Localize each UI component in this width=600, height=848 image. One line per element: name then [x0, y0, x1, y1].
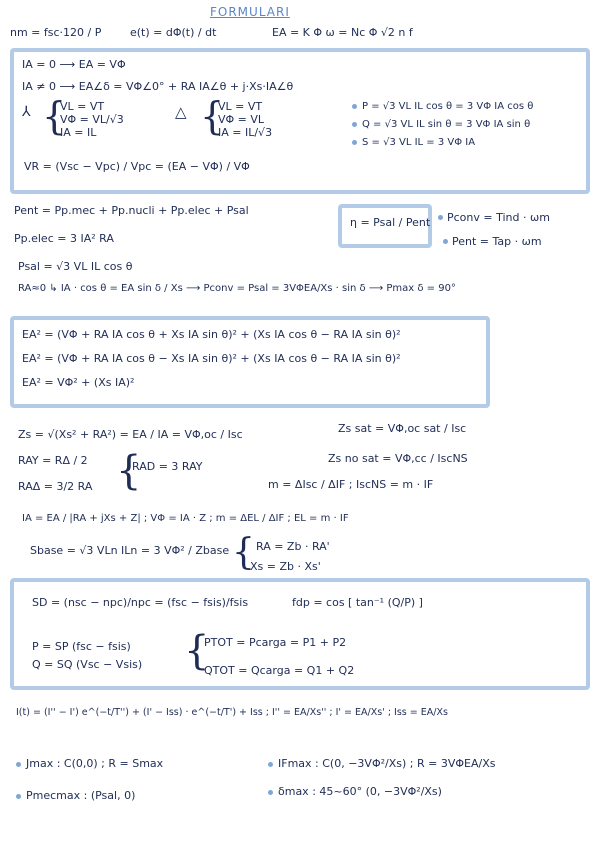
- star-line-1: VL = VT: [60, 100, 105, 113]
- formula-ptot: PTOT = Pcarga = P1 + P2: [204, 636, 347, 649]
- formula-xs-pu: Xs = Zb · Xs': [250, 560, 321, 573]
- formula-ia-ne0: IA ≠ 0 ⟶ EA∠δ = VΦ∠0° + RA IA∠θ + j·Xs·IA∠θ: [22, 80, 294, 93]
- bullet-dot: [443, 239, 448, 244]
- formula-pconv: Pconv = Tind · ωm: [447, 211, 550, 224]
- formula-vr: VR = (Vsc − Vpc) / Vpc = (EA − VΦ) / VΦ: [24, 160, 250, 173]
- formula-chain: RA≈0 ↳ IA · cos θ = EA sin δ / Xs ⟶ Pconv = Psal = 3VΦEA/Xs · sin δ ⟶ Pmax δ = 90°: [18, 283, 456, 294]
- formula-q-droop: Q = SQ (Vsc − Vsis): [32, 658, 143, 671]
- formula-ra-pu: RA = Zb · RA': [256, 540, 330, 553]
- formula-pent: Pent = Pp.mec + Pp.nucli + Pp.elec + Psal: [14, 204, 249, 217]
- delta-symbol: △: [175, 103, 187, 121]
- formula-transient: I(t) = (I'' − I') e^(−t/T'') + (I' − Iss) · e^(−t/T') + Iss ; I'' = EA/Xs'' ; I' = EA/Xs' ; Iss = EA/Xs: [16, 707, 448, 718]
- formula-qtot: QTOT = Qcarga = Q1 + Q2: [204, 664, 355, 677]
- formula-zs-sat: Zs sat = VΦ,oc sat / Isc: [338, 422, 467, 435]
- power-q: Q = √3 VL IL sin θ = 3 VΦ IA sin θ: [362, 119, 531, 130]
- delta-line-1: VL = VT: [218, 100, 263, 113]
- formula-radelta: RAΔ = 3/2 RA: [18, 480, 93, 493]
- formula-sbase: Sbase = √3 VLn ILn = 3 VΦ² / Zbase: [30, 544, 230, 557]
- formula-ray: RAY = RΔ / 2: [18, 454, 88, 467]
- phasor-eq-2: EA² = (VΦ + RA IA cos θ − Xs IA sin θ)² + (Xs IA cos θ − RA IA sin θ)²: [22, 352, 401, 365]
- delta-line-2: VΦ = VL: [218, 113, 265, 126]
- brace-totals: {: [184, 628, 210, 674]
- bullet-jmax: Jmax : C(0,0) ; R = Smax: [26, 757, 164, 770]
- bullet-dot: [352, 140, 357, 145]
- phasor-eq-3: EA² = VΦ² + (Xs IA)²: [22, 376, 135, 389]
- formula-et: e(t) = dΦ(t) / dt: [130, 26, 217, 39]
- bullet-dot: [268, 790, 273, 795]
- brace-delta: {: [200, 94, 225, 138]
- formula-zs-nosat: Zs no sat = VΦ,cc / IscNS: [328, 452, 468, 465]
- formula-m1: m = ΔIsc / ΔIF ; IscNS = m · IF: [268, 478, 434, 491]
- bullet-deltamax: δmax : 45~60° (0, −3VΦ²/Xs): [278, 785, 442, 798]
- bullet-pmecmax: Pmecmax : (Psal, 0): [26, 789, 136, 802]
- brace-ra: {: [116, 448, 142, 494]
- bullet-ifmax: IFmax : C(0, −3VΦ²/Xs) ; R = 3VΦEA/Xs: [278, 757, 496, 770]
- formula-p-droop: P = SP (fsc − fsis): [32, 640, 131, 653]
- formula-zs: Zs = √(Xs² + RA²) = EA / IA = VΦ,oc / Isc: [18, 428, 243, 441]
- star-line-2: VΦ = VL/√3: [60, 113, 124, 126]
- formula-ia0: IA = 0 ⟶ EA = VΦ: [22, 58, 126, 71]
- formula-pent2: Pent = Tap · ωm: [452, 235, 542, 248]
- power-p: P = √3 VL IL cos θ = 3 VΦ IA cos θ: [362, 101, 534, 112]
- bullet-dot: [268, 762, 273, 767]
- formula-ia: IA = EA / |RA + jXs + Z| ; VΦ = IA · Z ; m = ΔEL / ΔIF ; EL = m · IF: [22, 513, 349, 524]
- formula-sd: SD = (nsc − npc)/npc = (fsc − fsis)/fsis: [32, 596, 249, 609]
- power-s: S = √3 VL IL = 3 VΦ IA: [362, 137, 476, 148]
- bullet-dot: [16, 762, 21, 767]
- bullet-dot: [16, 794, 21, 799]
- star-symbol: ⅄: [22, 104, 31, 120]
- bullet-dot: [438, 215, 443, 220]
- formula-fdp: fdp = cos [ tan⁻¹ (Q/P) ]: [292, 596, 423, 609]
- star-line-3: IA = IL: [60, 126, 97, 139]
- formula-rad: RAD = 3 RAY: [132, 460, 203, 473]
- formula-ea: EA = K Φ ω = Nc Φ √2 n f: [272, 26, 413, 39]
- formula-pelec: Pp.elec = 3 IA² RA: [14, 232, 114, 245]
- bullet-dot: [352, 122, 357, 127]
- brace-base: {: [232, 532, 255, 573]
- formula-psal: Psal = √3 VL IL cos θ: [18, 260, 133, 273]
- page-title: FORMULARI: [210, 5, 290, 19]
- delta-line-3: IA = IL/√3: [218, 126, 273, 139]
- formula-eta: η = Psal / Pent: [350, 216, 431, 229]
- formula-nm: nm = fsc·120 / P: [10, 26, 102, 39]
- phasor-eq-1: EA² = (VΦ + RA IA cos θ + Xs IA sin θ)² + (Xs IA cos θ − RA IA sin θ)²: [22, 328, 401, 341]
- brace-star: {: [42, 94, 67, 138]
- bullet-dot: [352, 104, 357, 109]
